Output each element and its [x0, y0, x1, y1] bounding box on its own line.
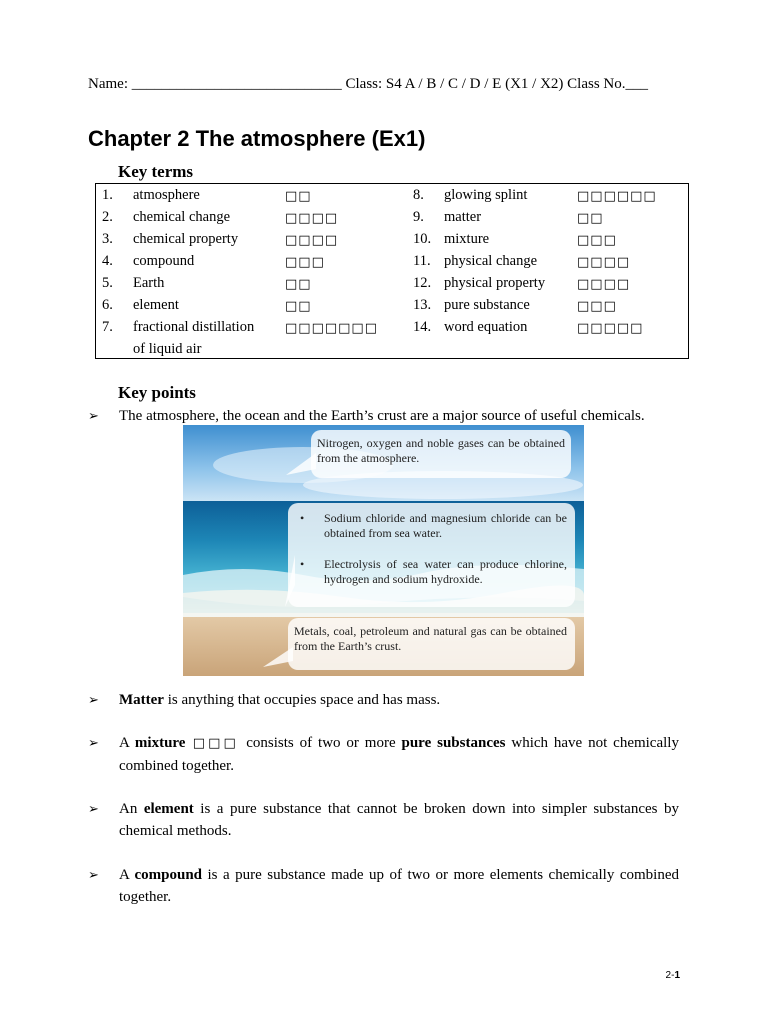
- term-number: 12.: [413, 275, 432, 291]
- callout-text: Sodium chloride and magnesium chloride can be obtained from sea water.: [324, 511, 567, 540]
- term-english: physical property: [444, 275, 546, 291]
- term-english: chemical change: [133, 209, 231, 225]
- key-point-matter: [88, 689, 679, 711]
- term-chinese: □□□: [285, 255, 325, 270]
- term-english: word equation: [444, 319, 528, 335]
- term-number: 10.: [413, 231, 432, 247]
- term-chinese: □□□□: [285, 211, 339, 226]
- bullet-dot-icon: •: [300, 511, 305, 525]
- term-number: 14.: [413, 319, 432, 335]
- term-english-continued: of liquid air: [133, 341, 202, 357]
- page-num: 1: [674, 970, 680, 981]
- key-terms-table: [95, 183, 689, 359]
- term-number: 6.: [102, 297, 113, 313]
- term-chinese: □□: [285, 299, 312, 314]
- key-points-heading: Key points: [118, 383, 196, 402]
- page-number: [666, 970, 680, 981]
- atmosphere-callout: Nitrogen, oxygen and noble gases can be obtained from the atmosphere.: [311, 430, 571, 478]
- term-english: glowing splint: [444, 187, 528, 203]
- term-number: 11.: [413, 253, 431, 269]
- term-chinese: □□□□□: [577, 321, 644, 336]
- term-bold: mixture: [134, 735, 186, 751]
- term-bold: compound: [134, 867, 203, 883]
- key-point-text: The atmosphere, the ocean and the Earth’s crust are a major source of useful chemicals.: [119, 408, 645, 424]
- term-number: 13.: [413, 297, 432, 313]
- callout-point: [296, 511, 567, 541]
- term-english: element: [133, 297, 179, 313]
- key-terms-heading-row: [88, 162, 193, 182]
- term-chinese: □□□: [185, 736, 247, 751]
- arrow-bullet-icon: ➢: [88, 735, 99, 750]
- term-chinese: □□□□: [577, 255, 631, 270]
- crust-callout: Metals, coal, petroleum and natural gas can be obtained from the Earth’s crust.: [288, 618, 575, 670]
- definition-text: An: [119, 801, 144, 817]
- key-points-heading-row: [88, 383, 196, 403]
- key-point-compound: [88, 864, 679, 908]
- key-terms-heading: Key terms: [118, 162, 194, 181]
- arrow-bullet-icon: ➢: [88, 692, 99, 707]
- term-number: 5.: [102, 275, 113, 291]
- term-number: 1.: [102, 187, 113, 203]
- term-english: Earth: [133, 275, 165, 291]
- key-point-text: [119, 732, 679, 777]
- key-point-intro: [88, 405, 679, 427]
- definition-text: A: [119, 735, 135, 751]
- arrow-bullet-icon: ➢: [88, 408, 99, 423]
- key-point-mixture: [88, 732, 679, 777]
- page-prefix: 2-: [665, 970, 675, 981]
- key-point-element: [88, 798, 679, 842]
- student-info-line: Name: ____________________________ Class: S4 A / B / C / D / E (X1 / X2) Class No.___: [88, 76, 649, 92]
- page-title: Chapter 2 The atmosphere (Ex1): [88, 126, 426, 151]
- key-point-text: [119, 798, 679, 842]
- term-chinese: □□□: [577, 233, 617, 248]
- definition-text: is anything that occupies space and has mass.: [163, 692, 441, 708]
- term-number: 9.: [413, 209, 424, 225]
- term-chinese: □□□□: [285, 233, 339, 248]
- term-english: pure substance: [444, 297, 530, 313]
- arrow-bullet-icon: ➢: [88, 801, 99, 816]
- term-row: [102, 187, 113, 204]
- term-number: 7.: [102, 319, 113, 335]
- term-chinese: □□: [285, 277, 312, 292]
- term-chinese: □□: [285, 189, 312, 204]
- bullet-dot-icon: •: [300, 557, 305, 571]
- term-number: 2.: [102, 209, 113, 225]
- term-chinese: □□□□: [577, 277, 631, 292]
- term-bold: pure substances: [401, 735, 506, 751]
- term-bold: Matter: [119, 692, 164, 708]
- term-english: mixture: [444, 231, 490, 247]
- term-english: physical change: [444, 253, 538, 269]
- arrow-bullet-icon: ➢: [88, 867, 99, 882]
- term-english: fractional distillation: [133, 319, 255, 335]
- term-number: 3.: [102, 231, 113, 247]
- term-bold: element: [143, 801, 194, 817]
- callout-point: [296, 557, 567, 587]
- term-english: matter: [444, 209, 482, 225]
- term-english: chemical property: [133, 231, 239, 247]
- definition-text: A: [119, 867, 135, 883]
- definition-text: is a pure substance made up of two or more elements chemically combined together.: [119, 867, 679, 905]
- definition-text: consists of two or more: [246, 735, 402, 751]
- definition-text: which have not chemically combined together.: [119, 735, 679, 774]
- callout-text: Electrolysis of sea water can produce chlorine, hydrogen and sodium hydroxide.: [324, 557, 567, 586]
- term-number: 8.: [413, 187, 424, 203]
- term-chinese: □□□□□□□: [285, 321, 378, 336]
- term-english: compound: [133, 253, 195, 269]
- term-english: atmosphere: [133, 187, 200, 203]
- sea-water-callout: [288, 503, 575, 607]
- earth-resources-illustration: [183, 425, 584, 676]
- term-chinese: □□: [577, 211, 604, 226]
- term-chinese: □□□: [577, 299, 617, 314]
- key-point-text: [119, 864, 679, 908]
- term-number: 4.: [102, 253, 113, 269]
- key-point-text: [119, 689, 679, 711]
- definition-text: is a pure substance that cannot be broken down into simpler substances by chemical methods.: [119, 801, 679, 839]
- term-chinese: □□□□□□: [577, 189, 657, 204]
